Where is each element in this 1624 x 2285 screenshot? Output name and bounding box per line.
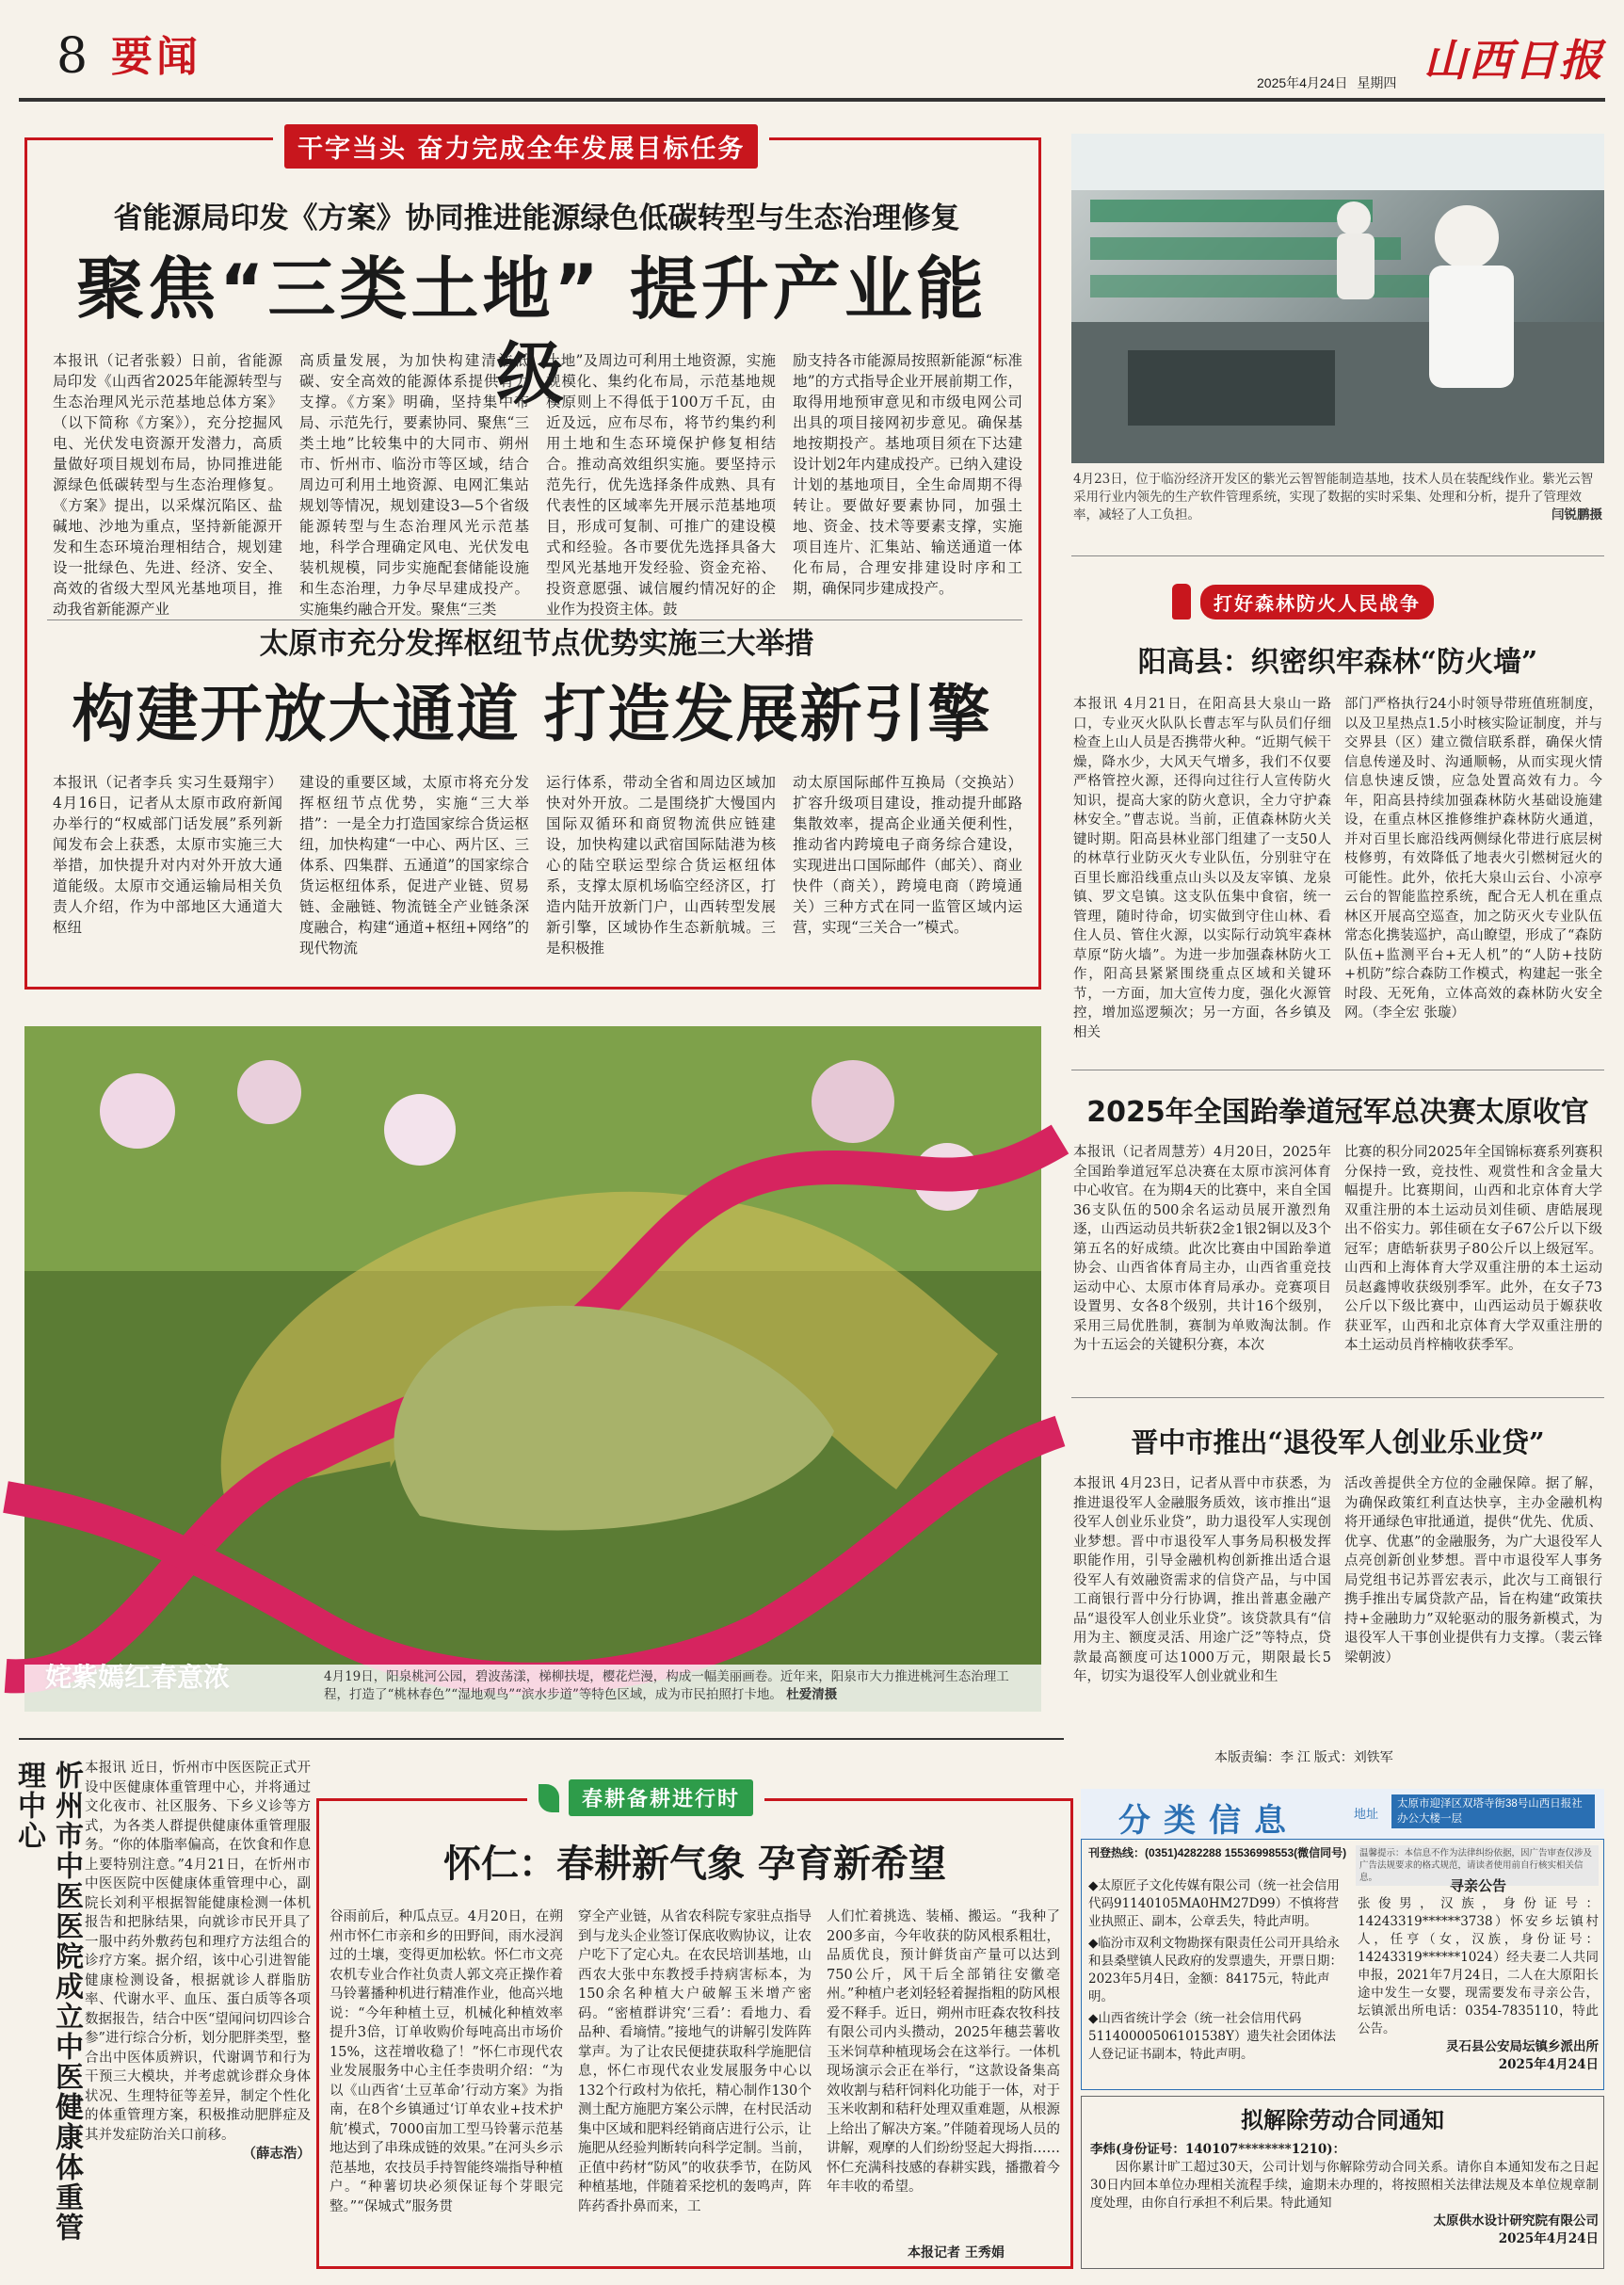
fire-extinguisher-icon: [1172, 584, 1191, 620]
classified-item: ◆临汾市双利文物勘探有限责任公司开具给永和县桑壁镇人民政府的发票遗失，开票日期：2023年5月4日，金额：84175元，特此声明。: [1088, 1936, 1343, 2004]
article2-title: 构建开放大通道 打造发展新引擎: [72, 678, 992, 750]
feature-tag: 干字当头 奋力完成全年发展目标任务: [273, 124, 769, 168]
xinzhou-body: 本报讯 近日，忻州市中医医院正式开设中医健康体重管理中心，并将通过文化夜市、社区服务、下乡义诊等方式，为各类人群提供健康体重管理服务。“你的体脂率偏高，在饮食和作息上要特别注意。”4月21日，在忻州市中医医院中医健康体重管理中心，副院长刘利平根据智能健康检测一体机报告和把脉结果，向就诊市民开具了一服中药外敷药包和理疗方法组合的诊疗方案。据介绍，该中心引进智能健康检测设备，根据就诊人群脂肪率、代谢水平、血压、蛋白质等各项数据报告，结合中医“望闻问切四诊合参”进行综合分析，划分肥胖类型，整合出中医体质辨识，代谢调节和行为干预三大模块，并考虑就诊群众身体状况、生理特征等差异，制定个性化的体重管理方案，积极推动肥胖症及其并发症防治关口前移。 （薛志浩）: [85, 1761, 311, 2162]
spring-tag-row: 春耕备耕进行时: [527, 1779, 764, 1816]
factory-photo: [1071, 134, 1604, 463]
section-name: 要闻: [111, 33, 201, 81]
page-number: 8: [56, 28, 88, 85]
classified-phone: 刊登热线：(0351)4282288 15536998553(微信同号): [1088, 1846, 1347, 1859]
article1-kicker: 省能源局印发《方案》协同推进能源绿色低碳转型与生态治理修复: [113, 201, 960, 235]
taekwondo-body: 本报讯（记者周慧芳）4月20日，2025年全国跆拳道冠军总决赛在太原市滨河体育中心收官。在为期4天的比赛中，来自全国36支队伍的500余名运动员展开激烈角逐，山西运动员共斩获2金1银2铜以及3个第五名的好成绩。此次比赛由中国跆拳道协会、山西省体育局主办，山西省重竞技运动中心、太原市体育局承办。竞赛项目设置男、女各8个级别，共计16个级别，采用三局优胜制，赛制为单败淘汰制。作为十五运会的关键积分赛，本次 比赛的积分同2025年全国锦标赛系列赛积分保持一致，竞技性、观赏性和含金量大幅提升。比赛期间，山西和北京体育大学双重注册的本土运动员刘佳硕、唐皓展现出不俗实力。郭佳硕在女子67公斤以下级冠军；唐皓斩获男子80公斤以上级冠军。山西和上海体育大学双重注册的本土运动员赵鑫博收获级别季军。此外，在女子73公斤以下级比赛中，山西运动员于嫄获收获亚军，山西和北京体育大学双重注册的本土运动员肖梓楠收获季军。: [1073, 1145, 1602, 1353]
fire-body: 本报讯 4月21日，在阳高县大泉山一路口，专业灭火队队长曹志军与队员们仔细检查上山人员是否携带火种。“近期气候干燥，降水少，大风天气增多，我们不仅要严格管控火源，还得向过往行人宣传防火知识，提高大家的防火意识，全力守护森林安全。”曹志说。当前，正值森林防火关键时期。阳高县林业部门组建了一支50人的林草行业防灭火专业队伍，分别驻守在百里长廊沿线重点山头以及友宰镇、龙泉镇、罗文皂镇。这支队伍集中食宿，统一管理，随时待命，切实做到守住山林、看住人员、管住火源，以实际行动筑牢森林草原“防火墙”。为进一步加强森林防火工作，阳高县紧紧围绕重点区域和关键环节，一方面，加大宣传力度，强化火源管控，增加巡逻频次；另一方面，各乡镇及相关 部门严格执行24小时领导带班值班制度，以及卫星热点1.5小时核实险证制度，并与交界县（区）建立微信联系群，确保火情信息传递及时、沟通顺畅，从而实现火情信息快速反馈，应急处置高效有力。今年，阳高县持续加强森林防火基础设施建设，在重点林区推修维护森林防火通道，并对百里长廊沿线两侧绿化带进行底层树枝修剪，有效降低了地表火引燃树冠火的可能性。此外，依托大泉山云台、小凉亭云台的智能监控系统，配合无人机在重点林区开展高空巡查，加之防灭火专业队伍常态化携装巡护，高山瞭望，形成了“森防队伍+监测平台+无人机”的“人防+技防+机防”综合森防工作模式，构建起一张全时段、无死角，立体高效的森林防火安全网。（李全宏 张璇）: [1073, 697, 1602, 1040]
labor-notice-title: 拟解除劳动合同通知: [1241, 2106, 1444, 2133]
article1-title: 聚焦“三类土地” 提升产业能级: [76, 249, 988, 413]
bottom-rule: [19, 1738, 1064, 1740]
article2-body: 本报讯（记者李兵 实习生聂翔宇）4月16日，记者从太原市政府新闻办举行的“权威部门话发展”系列新闻发布会上获悉，太原市实施三大举措，加快提升对内对外开放大通道能级。太原市交通运输局相关负责人介绍，作为中部地区大通道大枢纽 建设的重要区域，太原市将充分发挥枢纽节点优势，实施“三大举措”：一是全力打造国家综合货运枢纽，加快构建“一中心、两片区、三体系、四集群、五通道”的国家综合货运枢纽体系，促进产业链、贸易链、金融链、物流链全产业链条深度融合，构建“通道+枢纽+网络”的现代物流 运行体系，带动全省和周边区域加快对外开放。二是围绕扩大慢国内国际双循环和商贸物流供应链建设，加快构建以武宿国际陆港为核心的陆空联运型综合货运枢纽体系，支撑太原机场临空经济区，打造内陆开放新门户，山西转型发展新引擎，区域协作生态新航城。三是积极推 动太原国际邮件互换局（交换站）扩容升级项目建设，推动提升邮路集散效率，提高企业通关便利性，推动省内跨境电子商务综合建设，实现进出口国际邮件（邮关）、商业快件（商关），跨境电商（跨境通关）三种方式在同一监管区域内运营，实现“三关合一”模式。: [53, 774, 1022, 957]
classified-items: [1088, 1877, 1348, 2084]
garden-photo: [24, 1026, 1041, 1712]
classified-header: [1081, 1789, 1604, 1840]
issue-date: 2025年4月24日 星期四: [1257, 75, 1397, 90]
veterans-title: 晋中市推出“退役军人创业乐业贷”: [1131, 1426, 1545, 1458]
newspaper-logo: 山西日报: [1423, 35, 1604, 86]
editors-line: 本版责编：李 江 版式：刘铁军: [1214, 1749, 1393, 1764]
article1-body: 本报讯（记者张毅）日前，省能源局印发《山西省2025年能源转型与生态治理风光示范基地总体方案》（以下简称《方案》），充分挖掘风电、光伏发电资源开发潜力，高质量做好项目规划布局，协同推进能源绿色低碳转型与生态治理修复。《方案》提出，以采煤沉陷区、盐碱地、沙地为重点，坚持新能源开发和生态环境治理相结合，规划建设一批绿色、先进、经济、安全、高效的省级大型风光基地项目，推动我省新能源产业 高质量发展，为加快构建清洁低碳、安全高效的能源体系提供有力支撑。《方案》明确，坚持集中布局、示范先行，要素协同、聚焦“三类土地”比较集中的大同市、朔州市、忻州市、临汾市等区域，结合周边可利用土地资源、电网汇集站规划等情况，规划建设3—5个省级能源转型与生态治理风光示范基地，科学合理确定风电、光伏发电装机规模，同步实施配套储能设施和生态治理，力争尽早建成投产。实施集约融合开发。聚焦“三类 土地”及周边可利用土地资源，实施规模化、集约化布局，示范基地规模原则上不得低于100万千瓦，由近及远，应布尽布，将节约集约利用土地和生态环境保护修复相结合。推动高效组织实施。要坚持示范先行，优先选择条件成熟、具有代表性的区域率先开展示范基地项目，形成可复制、可推广的建设模式和经验。各市要优先选择具备大型风光基地开发经验、资金充裕、投资意愿强、诚信履约情况好的企业作为投资主体。鼓 励支持各市能源局按照新能源“标准地”的方式指导企业开展前期工作，取得用地预审意见和市级电网公司出具的项目接网初步意见。确保基地按期投产。基地项目须在下达建设计划2年内建成投产。已纳入建设计划的基地项目，全生命周期不得转让。要做好要素协同，加强土地、资金、技术等要素支撑，实施项目连片、汇集站、输送通道一体化布局，合理安排建设时序和工期，确保同步建成投产。: [53, 352, 1022, 618]
factory-illustration: [1071, 134, 1604, 463]
factory-photo-caption: 4月23日，位于临汾经济开发区的紫光云智智能制造基地，技术人员在装配线作业。紫光云智采用行业内领先的生产软件管理系统，实现了数据的实时采集、处理和分析，提升了管理效率，减轻了人工负担。 闫锐鹏摄: [1073, 472, 1602, 523]
leaf-icon: [539, 1784, 559, 1812]
labor-notice-body: 李炜(身份证号：140107********1210)： 因你累计旷工超过30天，公司计划与你解除劳动合同关系。请你自本通知发布之日起30日内回本单位办理相关流程手续，逾期未办理的，将按照相关法律法规及本单位规章制度处理，由你自行承担不利后果。特此通知 太原供水设计研究院有限公司 2025年4月24日: [1090, 2142, 1599, 2246]
masthead-rule: [19, 98, 1605, 102]
park-illustration: [24, 1026, 1041, 1712]
classified-address-label: 地址: [1354, 1807, 1379, 1821]
garden-photo-caption-area: 4月19日，阳泉桃河公园，碧波荡漾，梯柳扶堤，樱花烂漫，构成一幅美丽画卷。近年来，阳泉市大力推进桃河生态治理工程，打造了“桃林春色”“湿地观鸟”“滨水步道”等特色区域，成为市民拍照打卡地。 杜爱清摄: [24, 1665, 1041, 1712]
xinzhou-vertical-title: 忻州市中医医院成立中医健康体重管理中心: [12, 1761, 83, 2243]
classified-address: 太原市迎泽区双塔寺街38号山西日报社办公大楼一层: [1391, 1794, 1595, 1828]
classified-item: ◆山西省统计学会（统一社会信用代码51140000506101538Y）遗失社会团体法人登记证书副本，特此声明。: [1088, 2011, 1336, 2062]
search-notice: 寻亲公告 张俊男，汉族，身份证号：14243319******3738）怀安乡坛镇村人，任亨（女，汉族，身份证号：14243319******1024）经夫妻二人共同申报，2021年7月24日，二人在大原阳长途中发生一女婴，现需要发布寻亲公告，坛镇派出所电话：0354-7835110，特此公告。 灵石县公安局坛镇乡派出所 2025年4月24日: [1358, 1877, 1599, 2072]
spring-body: 谷雨前后，种瓜点豆。4月20日，在朔州市怀仁市亲和乡的田野间，雨水浸润过的土壤，变得更加松软。怀仁市文亮农机专业合作社负责人郭文亮正操作着马铃薯播种机进行精准作业，他高兴地说：“今年种植土豆，机械化种植效率提升3倍，订单收购价每吨高出市场价15%，这茬增收稳了！”怀仁市现代农业发展服务中心主任李贵明介绍：“为以《山西省‘土豆革命’行动方案》为指南，在8个乡镇通过‘订单农业+技术护航’模式，7000亩加工型马铃薯示范基地达到了串珠成链的效果。”在河头乡示范基地，农技员手持智能终端指导种植户。“种薯切块必须保证每个芽眼完整。”“保城式”服务贯 穿全产业链，从省农科院专家驻点指导到与龙头企业签订保底收购协议，让农户吃下了定心丸。在农民培训基地，山西农大张中东教授手持病害标本，为150余名种植大户破解玉米增产密码。“密植群讲究‘三看’：看地力、看品种、看墒情。”接地气的讲解引发阵阵掌声。为了让农民便捷获取科学施肥信息，怀仁市现代农业发展服务中心以132个行政村为依托，精心制作130个测土配方施肥方案公示牌，在村民活动集中区域和肥料经销商店进行公示，让施肥从经验判断转向科学定制。当前，正值中药材“防风”的收获季节，在防风种植基地，伴随着采挖机的轰鸣声，阵阵药香扑鼻而来，工 人们忙着挑选、装桶、搬运。“我种了200多亩，今年收获的防风根系粗壮，品质优良，预计鲜货亩产量可以达到750公斤，风干后全部销往安徽亳州。”种植户老刘轻轻着握指粗的防风根爱不释手。近日，朔州市旺森农牧科技有限公司内头攒动，2025年穗芸薯收玉米饲草种植现场会在这举行。一体机现场演示会正在举行，“这款设备集高效收割与秸秆饲料化功能于一体，对于玉米收割和秸秆处理双重难题，从根源上给出了解决方案。”伴随着现场人员的讲解，观摩的人们纷纷竖起大拇指……怀仁充满科技感的春耕实践，播撒着今年丰收的希望。: [330, 1909, 1060, 2214]
rule: [1071, 1397, 1604, 1398]
classified-title: 分类信息: [1118, 1802, 1299, 1840]
article2-kicker: 太原市充分发挥枢纽节点优势实施三大举措: [259, 627, 814, 661]
fire-title: 阳高县：织密织牢森林“防火墙”: [1137, 646, 1538, 679]
fire-tag-row: 打好森林防火人民战争: [1172, 584, 1434, 620]
masthead: [0, 0, 1624, 104]
taekwondo-title: 2025年全国跆拳道冠军总决赛太原收官: [1086, 1096, 1589, 1129]
classified-notice: 温馨提示：本信息不作为法律纠纷依据，因广告审查仅涉及广告法规要求的格式规范，请读者使用前自行核实相关信息。: [1356, 1845, 1599, 1886]
classified-item: ◆太原匠子文化传媒有限公司（统一社会信用代码91140105MA0HM27D99）不慎将营业执照正、副本，公章丢失，特此声明。: [1088, 1878, 1340, 1929]
spring-title: 怀仁：春耕新气象 孕育新希望: [443, 1842, 946, 1886]
spring-byline: 本报记者 王秀娟: [904, 2243, 1005, 2261]
rule: [1071, 555, 1604, 556]
veterans-body: 本报讯 4月23日，记者从晋中市获悉，为推进退役军人金融服务质效，该市推出“退役军人创业乐业贷”，助力退役军人实现创业梦想。晋中市退役军人事务局积极发挥职能作用，引导金融机构创新推出适合退役军人有效融资需求的信贷产品，与中国工商银行晋中分行协调，推出普惠金融产品“退役军人创业乐业贷”。该贷款具有“信用为主、额度灵活、用途广泛”等特点，贷款最高额度可达1000万元，期限最长5年，切实为退役军人创业就业和生 活改善提供全方位的金融保障。据了解，为确保政策红利直达快享，主办金融机构将开通绿色审批通道，提供“优先、优质、优享、优惠”的金融服务，为广大退役军人点亮创新创业梦想。晋中市退役军人事务局党组书记苏晋宏表示，此次与工商银行携手推出专属贷款产品，旨在构建“政策扶持+金融助力”双轮驱动的服务新模式，为退役军人干事创业提供有力支撑。（裴云锋 梁朝波）: [1073, 1476, 1602, 1684]
